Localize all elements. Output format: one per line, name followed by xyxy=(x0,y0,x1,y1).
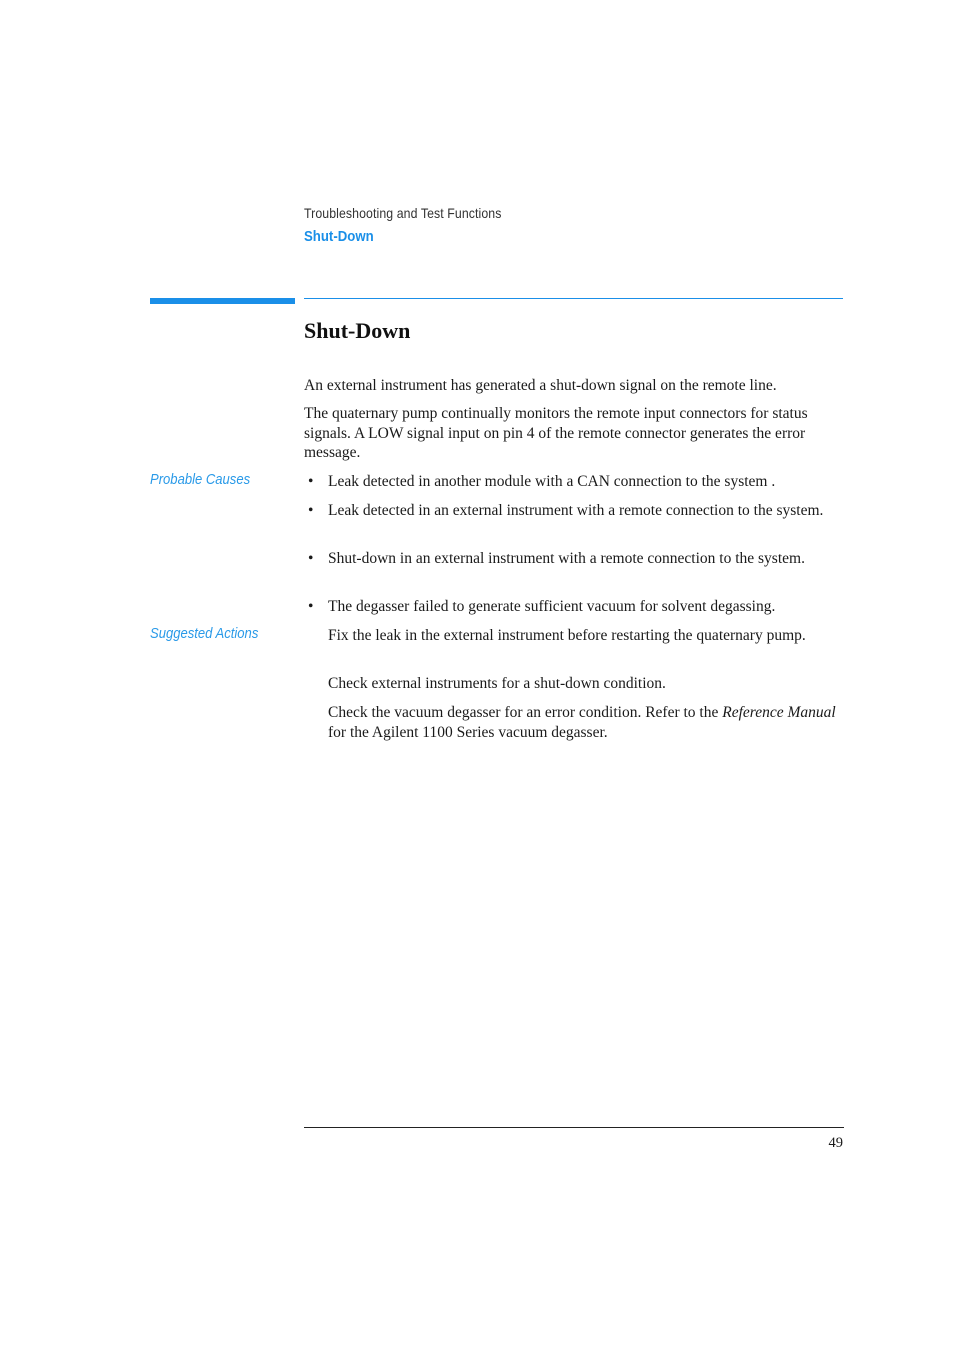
bullet-icon: • xyxy=(308,473,314,490)
action-item: Check external instruments for a shut-down condition. xyxy=(328,675,666,692)
list-item: Shut-down in an external instrument with a remote connection to the system. xyxy=(328,550,805,567)
running-header-section: Troubleshooting and Test Functions xyxy=(304,205,502,221)
action-text: for the Agilent 1100 Series vacuum degasser. xyxy=(328,723,608,741)
intro-paragraph: An external instrument has generated a shut-down signal on the remote line. xyxy=(304,377,777,394)
manual-reference: Reference Manual xyxy=(722,704,836,721)
probable-causes-label: Probable Causes xyxy=(150,472,251,488)
section-accent-bar xyxy=(150,298,295,304)
bullet-icon: • xyxy=(308,598,314,615)
footer-rule xyxy=(304,1127,844,1128)
action-text: Check the vacuum degasser for an error condition. Refer to the xyxy=(328,704,723,721)
action-item: Fix the leak in the external instrument before restarting the quaternary pump. xyxy=(328,627,806,644)
page-number: 49 xyxy=(828,1135,843,1151)
bullet-icon: • xyxy=(308,550,314,567)
section-divider xyxy=(304,298,843,299)
suggested-actions-label: Suggested Actions xyxy=(150,626,259,642)
running-header-topic: Shut-Down xyxy=(304,228,374,245)
page-title: Shut-Down xyxy=(304,318,411,343)
action-item xyxy=(328,703,844,742)
intro-paragraph: The quaternary pump continually monitors the remote input connectors for status signals. A LOW signal input on pin 4 of the remote connector generates the error message. xyxy=(304,405,808,461)
list-item: The degasser failed to generate sufficient vacuum for solvent degassing. xyxy=(328,598,776,615)
bullet-icon: • xyxy=(308,502,314,519)
list-item: Leak detected in an external instrument with a remote connection to the system. xyxy=(328,502,824,519)
list-item: Leak detected in another module with a CAN connection to the system . xyxy=(328,473,776,490)
